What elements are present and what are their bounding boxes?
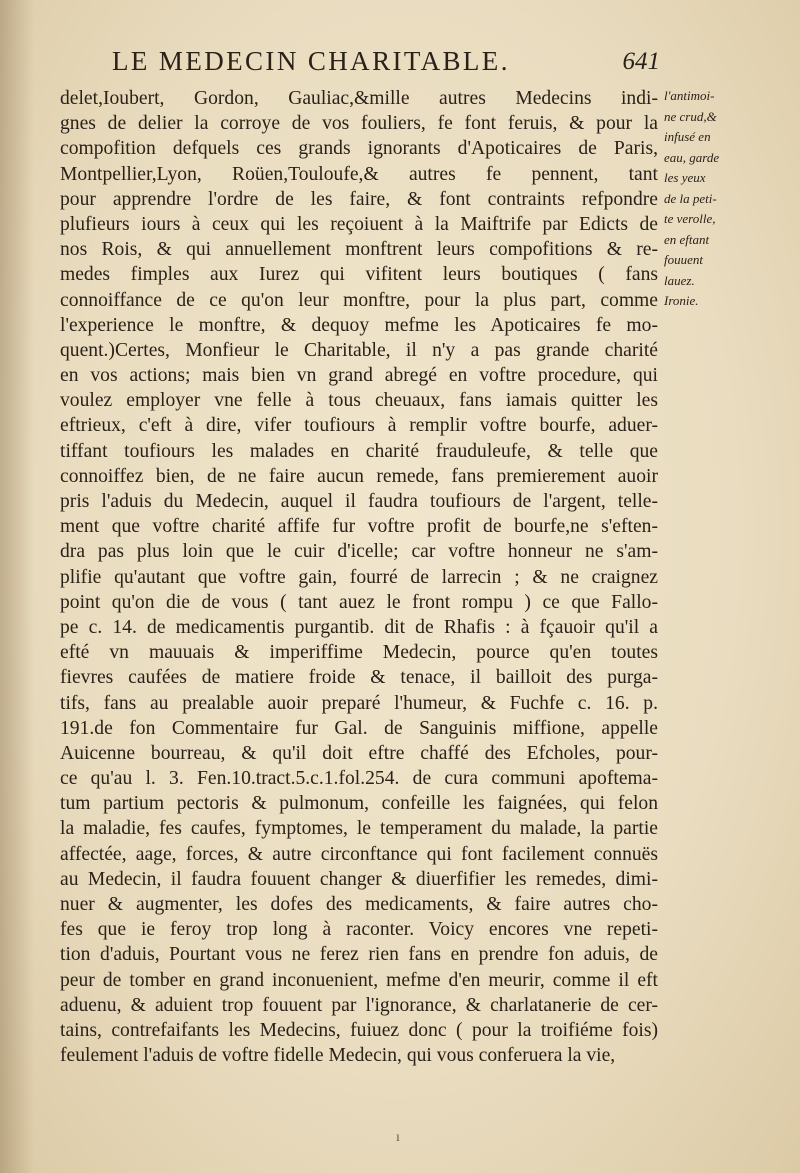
text-line: gnes de delier la corroye de vos fouliers, fe font feruis, & pour la <box>60 113 658 135</box>
text-line: 191.de fon Commentaire fur Gal. de Sanguinis miffione, appelle <box>60 717 658 739</box>
text-line: nos Rois, & qui annuellement monftrent leurs compofitions & re- <box>60 239 658 261</box>
text-line: fes que ie feroy trop long à raconter. Voicy encores vne repeti- <box>60 919 658 941</box>
text-line: voulez employer vne felle à tous cheuaux, fans iamais quitter les <box>60 390 658 412</box>
signature-mark: ı <box>396 1130 400 1145</box>
text-line: point qu'on die de vous ( tant auez le front rompu ) ce que Fallo- <box>60 591 658 613</box>
text-line: peur de tomber en grand inconuenient, mefme d'en meurir, comme il eft <box>60 969 658 991</box>
margin-note-line: de la peti- <box>664 190 717 206</box>
margin-note-line: Ironie. <box>664 293 699 308</box>
text-line: connoiffance de ce qu'on leur monftre, pour la plus part, comme <box>60 289 658 311</box>
text-line: delet,Ioubert, Gordon, Gauliac,&mille autres Medecins indi- <box>60 88 658 109</box>
text-line: affectée, aage, forces, & autre circonftance qui font facilement connuës <box>60 843 658 865</box>
page-header <box>112 46 660 86</box>
text-line: efté vn mauuais & imperiffime Medecin, pource qu'en toutes <box>60 642 658 664</box>
margin-note-line: infusé en <box>664 129 711 144</box>
text-line: fievres caufées de matiere froide & tenace, il bailloit des purga- <box>60 667 658 689</box>
text-line: tifs, fans au prealable auoir preparé l'humeur, & Fuchfe c. 16. p. <box>60 692 658 714</box>
text-line: la maladie, fes caufes, fymptomes, le temperament du malade, la partie <box>60 818 658 840</box>
text-line: plufieurs iours à ceux qui les reçoiuent à la Maiftrife par Edicts de <box>60 213 658 235</box>
text-line: plifie qu'autant que voftre gain, fourré de larrecin ; & ne craignez <box>60 566 658 588</box>
margin-note-line: en eftant <box>664 231 710 247</box>
text-line: Auicenne bourreau, & qu'il doit eftre chaffé des Efcholes, pour- <box>60 742 658 764</box>
text-line: pe c. 14. de medicamentis purgantib. dit de Rhafis : à fçauoir qu'il a <box>60 616 658 638</box>
text-line: au Medecin, il faudra fouuent changer & diuerfifier les remedes, dimi- <box>60 868 658 890</box>
margin-note-line: ne crud,& <box>664 108 717 124</box>
text-line: dra pas plus loin que le cuir d'icelle; car voftre honneur ne s'am- <box>60 541 658 563</box>
text-line: aduenu, & aduient trop fouuent par l'ignorance, & charlatanerie de cer- <box>60 994 658 1016</box>
page-number: 641 <box>622 48 660 75</box>
text-line: compofition defquels ces grands ignorants d'Apoticaires de Paris, <box>60 138 658 160</box>
text-line: ce qu'au l. 3. Fen.10.tract.5.c.1.fol.254. de cura communi apoftema- <box>60 768 658 790</box>
text-line: tum partium pectoris & pulmonum, confeille les faignées, qui felon <box>60 793 658 815</box>
text-line: feulement l'aduis de voftre fidelle Medecin, qui vous conferuera la vie, <box>60 1045 616 1067</box>
margin-note-line: les yeux <box>664 170 706 185</box>
margin-note-line: fouuent <box>664 252 703 267</box>
text-line: quent.)Certes, Monfieur le Charitable, il n'y a pas grande charité <box>60 339 658 361</box>
text-line: tion d'aduis, Pourtant vous ne ferez rien fans en prendre fon aduis, de <box>60 944 658 966</box>
text-line: eftrieux, c'eft à dire, vifer toufiours à remplir voftre bourfe, aduer- <box>60 415 658 437</box>
text-line: nuer & augmenter, les dofes des medicaments, & faire autres cho- <box>60 894 658 915</box>
text-line: ment que voftre charité affife fur voftre profit de bourfe,ne s'eften- <box>60 516 658 538</box>
margin-note-line: lauez. <box>664 272 695 288</box>
text-line: medes fimples aux Iurez qui vifitent leurs boutiques ( fans <box>60 264 658 286</box>
body-text <box>60 86 658 1068</box>
margin-note-line: l'antimoi- <box>664 88 715 103</box>
text-line: l'experience le monftre, & dequoy mefme les Apoticaires fe mo- <box>60 314 658 336</box>
margin-notes <box>664 86 796 312</box>
margin-note-line: te verolle, <box>664 211 716 226</box>
text-line: pris l'aduis du Medecin, auquel il faudra toufiours de l'argent, telle- <box>60 491 658 512</box>
text-line: connoiffez bien, de ne faire aucun remede, fans premierement auoir <box>60 465 658 487</box>
text-line: tiffant toufiours les malades en charité frauduleufe, & telle que <box>60 440 658 462</box>
text-line: Montpellier,Lyon, Roüen,Touloufe,& autres fe pennent, tant <box>60 163 658 185</box>
margin-note-line: eau, garde <box>664 149 720 165</box>
text-line: pour apprendre l'ordre de les faire, & font contraints refpondre <box>60 188 658 210</box>
running-title: LE MEDECIN CHARITABLE. <box>112 46 510 76</box>
text-line: tains, contrefaifants les Medecins, fuiuez donc ( pour la troifiéme fois) <box>60 1019 658 1041</box>
text-line: en vos actions; mais bien vn grand abregé en voftre procedure, qui <box>60 365 658 387</box>
